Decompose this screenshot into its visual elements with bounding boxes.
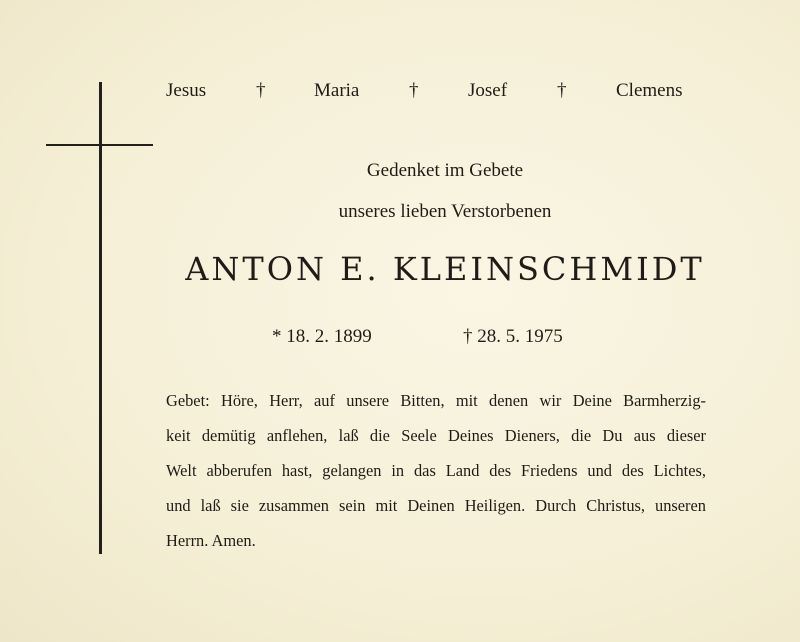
dagger-1: †	[256, 80, 266, 101]
intro-line-1: Gedenket im Gebete	[366, 160, 524, 181]
life-dates	[0, 326, 800, 354]
name-josef: Josef	[468, 80, 508, 101]
deceased-name: ANTON E. KLEINSCHMIDT	[185, 250, 705, 288]
dagger-3: †	[557, 80, 567, 101]
intro-line-2: unseres lieben Verstorbenen	[338, 201, 552, 222]
name-clemens: Clemens	[616, 80, 683, 101]
cross-horizontal-bar	[46, 144, 153, 146]
cross-vertical-bar	[99, 82, 102, 554]
prayer-line: keit demütig anflehen, laß die Seele Deines Dieners, die Du aus dieser	[166, 426, 706, 445]
prayer-line: Herrn. Amen.	[166, 531, 256, 550]
prayer-line: und laß sie zusammen sein mit Deinen Heiligen. Durch Christus, unseren	[166, 496, 706, 515]
name-jesus: Jesus	[166, 80, 207, 101]
prayer-line: Welt abberufen hast, gelangen in das Land des Friedens und des Lichtes,	[166, 461, 706, 480]
birth-date: * 18. 2. 1899	[272, 326, 372, 347]
death-date: † 28. 5. 1975	[463, 326, 563, 347]
name-maria: Maria	[314, 80, 360, 101]
dagger-2: †	[409, 80, 419, 101]
prayer-text	[166, 383, 706, 558]
holy-names-row	[0, 80, 800, 106]
prayer-line: Gebet: Höre, Herr, auf unsere Bitten, mit denen wir Deine Barmherzig-	[166, 391, 706, 410]
